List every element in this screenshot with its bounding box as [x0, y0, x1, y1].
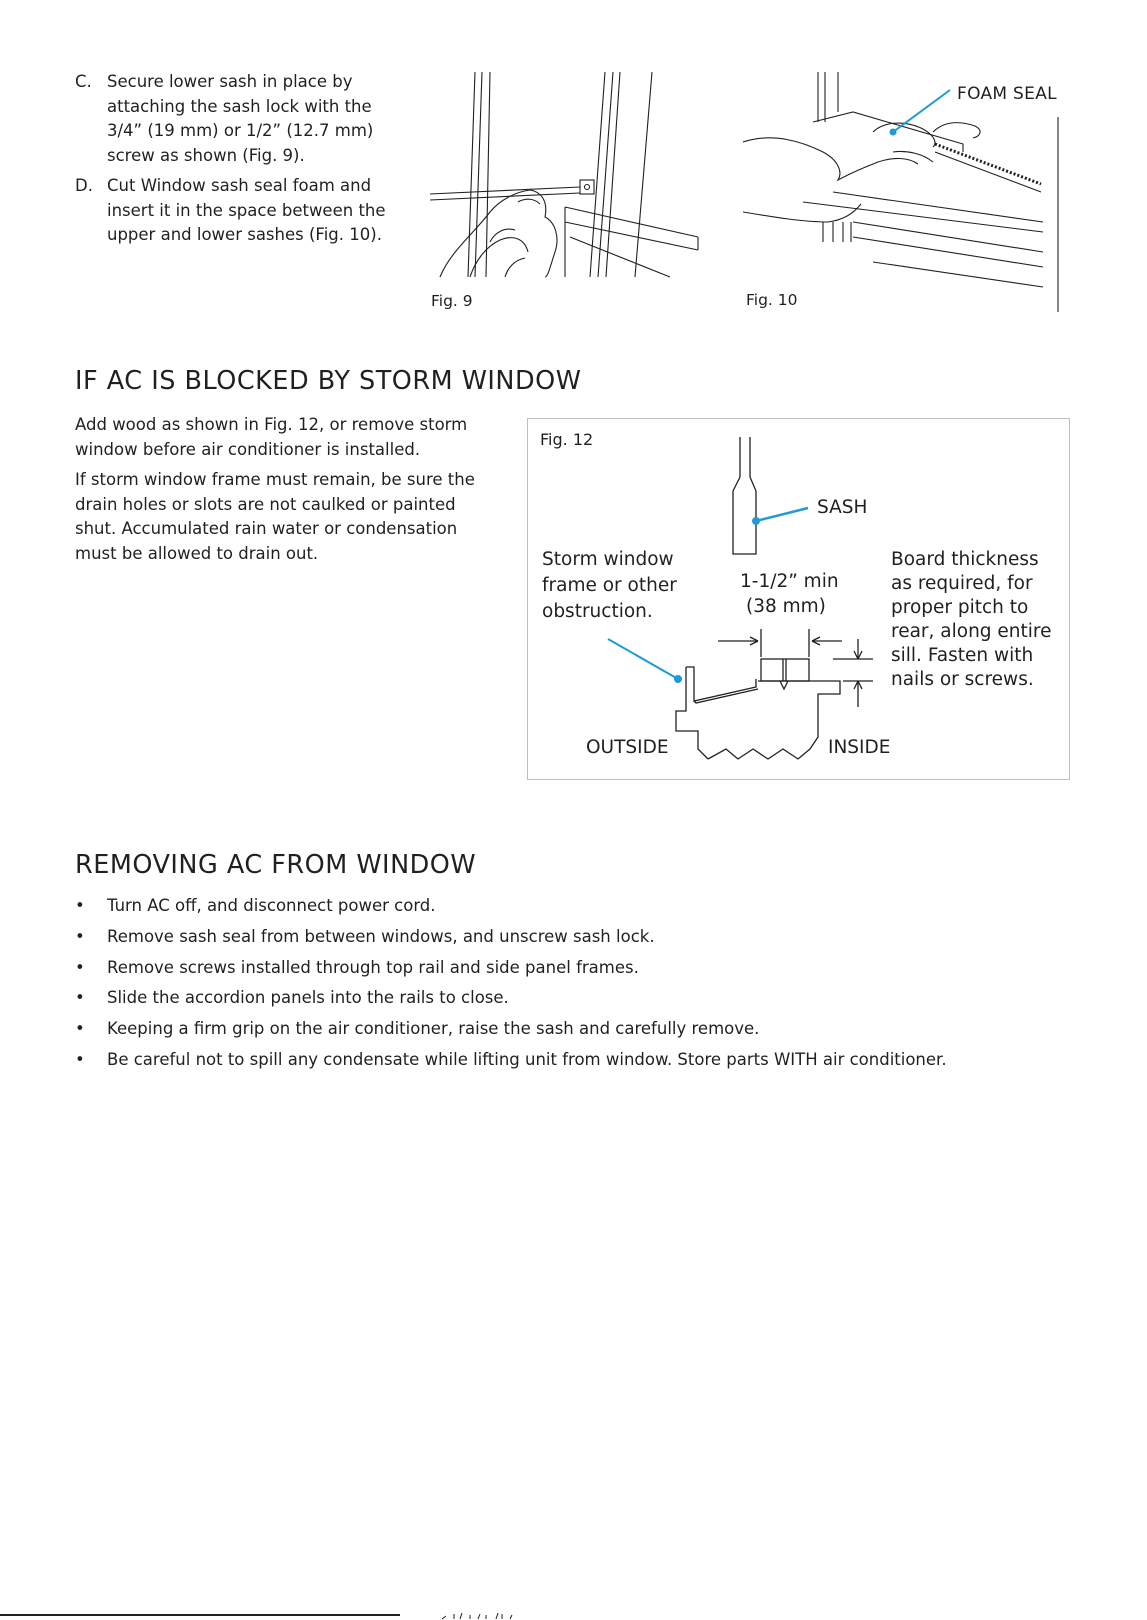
storm-para-1: Add wood as shown in Fig. 12, or remove storm window before air conditioner is installed. — [75, 415, 468, 459]
fig12-caption: Fig. 12 — [540, 430, 594, 449]
installation-steps — [75, 70, 405, 254]
board-note-line3: proper pitch to — [891, 597, 1029, 618]
removing-steps-list — [75, 896, 1075, 1081]
bullet-marker: • — [75, 926, 85, 946]
storm-window-instructions — [75, 413, 500, 572]
bullet-marker: • — [75, 988, 85, 1008]
fig9-caption: Fig. 9 — [431, 292, 473, 310]
sash-label: SASH — [817, 497, 868, 518]
fig12-diagram — [527, 418, 1070, 780]
list-item-text: Turn AC off, and disconnect power cord. — [107, 896, 436, 915]
step-d — [75, 174, 405, 248]
list-item-text: Remove screws installed through top rail and side panel frames. — [107, 957, 639, 977]
list-item — [75, 958, 1075, 989]
board-note-line2: as required, for — [891, 573, 1033, 594]
step-letter: C. — [75, 72, 92, 91]
list-item-text: Remove sash seal from between windows, and unscrew sash lock. — [107, 926, 655, 946]
footer-rule — [0, 1614, 400, 1616]
storm-para-2: If storm window frame must remain, be sure the drain holes or slots are not caulked or painted shut. Accumulated rain water or condensation must be allowed to drain out. — [75, 470, 475, 563]
step-c — [75, 70, 405, 168]
list-item-text: Be careful not to spill any condensate while lifting unit from window. Store parts WITH air conditioner. — [107, 1049, 947, 1069]
list-item — [75, 927, 1075, 958]
list-item — [75, 988, 1075, 1019]
min-dimension-mm-label: (38 mm) — [746, 596, 826, 617]
bullet-marker: • — [75, 957, 85, 977]
list-item — [75, 896, 1075, 927]
list-item-text: Keeping a firm grip on the air conditioner, raise the sash and carefully remove. — [107, 1019, 760, 1039]
board-note-line6: nails or screws. — [891, 669, 1034, 690]
inside-label: INSIDE — [828, 737, 891, 758]
storm-frame-label-line1: Storm window — [542, 549, 674, 570]
board-note-line4: rear, along entire — [891, 621, 1052, 642]
bullet-marker: • — [75, 1019, 85, 1039]
list-item — [75, 1019, 1075, 1050]
removing-heading: REMOVING AC FROM WINDOW — [75, 850, 477, 880]
list-item — [75, 1050, 1075, 1081]
board-note-line5: sill. Fasten with — [891, 645, 1034, 666]
step-text: Cut Window sash seal foam and insert it in the space between the upper and lower sashes (Fig. 10). — [107, 176, 386, 244]
bullet-marker: • — [75, 896, 85, 915]
bullet-marker: • — [75, 1049, 85, 1069]
storm-frame-label-line2: frame or other — [542, 575, 677, 596]
storm-frame-label-line3: obstruction. — [542, 601, 653, 622]
storm-window-heading: IF AC IS BLOCKED BY STORM WINDOW — [75, 366, 582, 396]
footer-text-fragment — [440, 1612, 560, 1620]
step-letter: D. — [75, 176, 93, 195]
list-item-text: Slide the accordion panels into the rails to close. — [107, 988, 509, 1008]
fig9-sash-lock-illustration — [430, 72, 720, 287]
foam-seal-label: FOAM SEAL — [957, 84, 1057, 104]
fig10-caption: Fig. 10 — [746, 291, 798, 309]
fig10-foam-seal-illustration — [743, 72, 1073, 312]
outside-label: OUTSIDE — [586, 737, 669, 758]
step-text: Secure lower sash in place by attaching the sash lock with the 3/4” (19 mm) or 1/2” (12.7 mm) screw as shown (Fig. 9). — [107, 72, 374, 165]
board-note-line1: Board thickness — [891, 549, 1039, 570]
min-dimension-label: 1-1/2” min — [740, 571, 839, 592]
